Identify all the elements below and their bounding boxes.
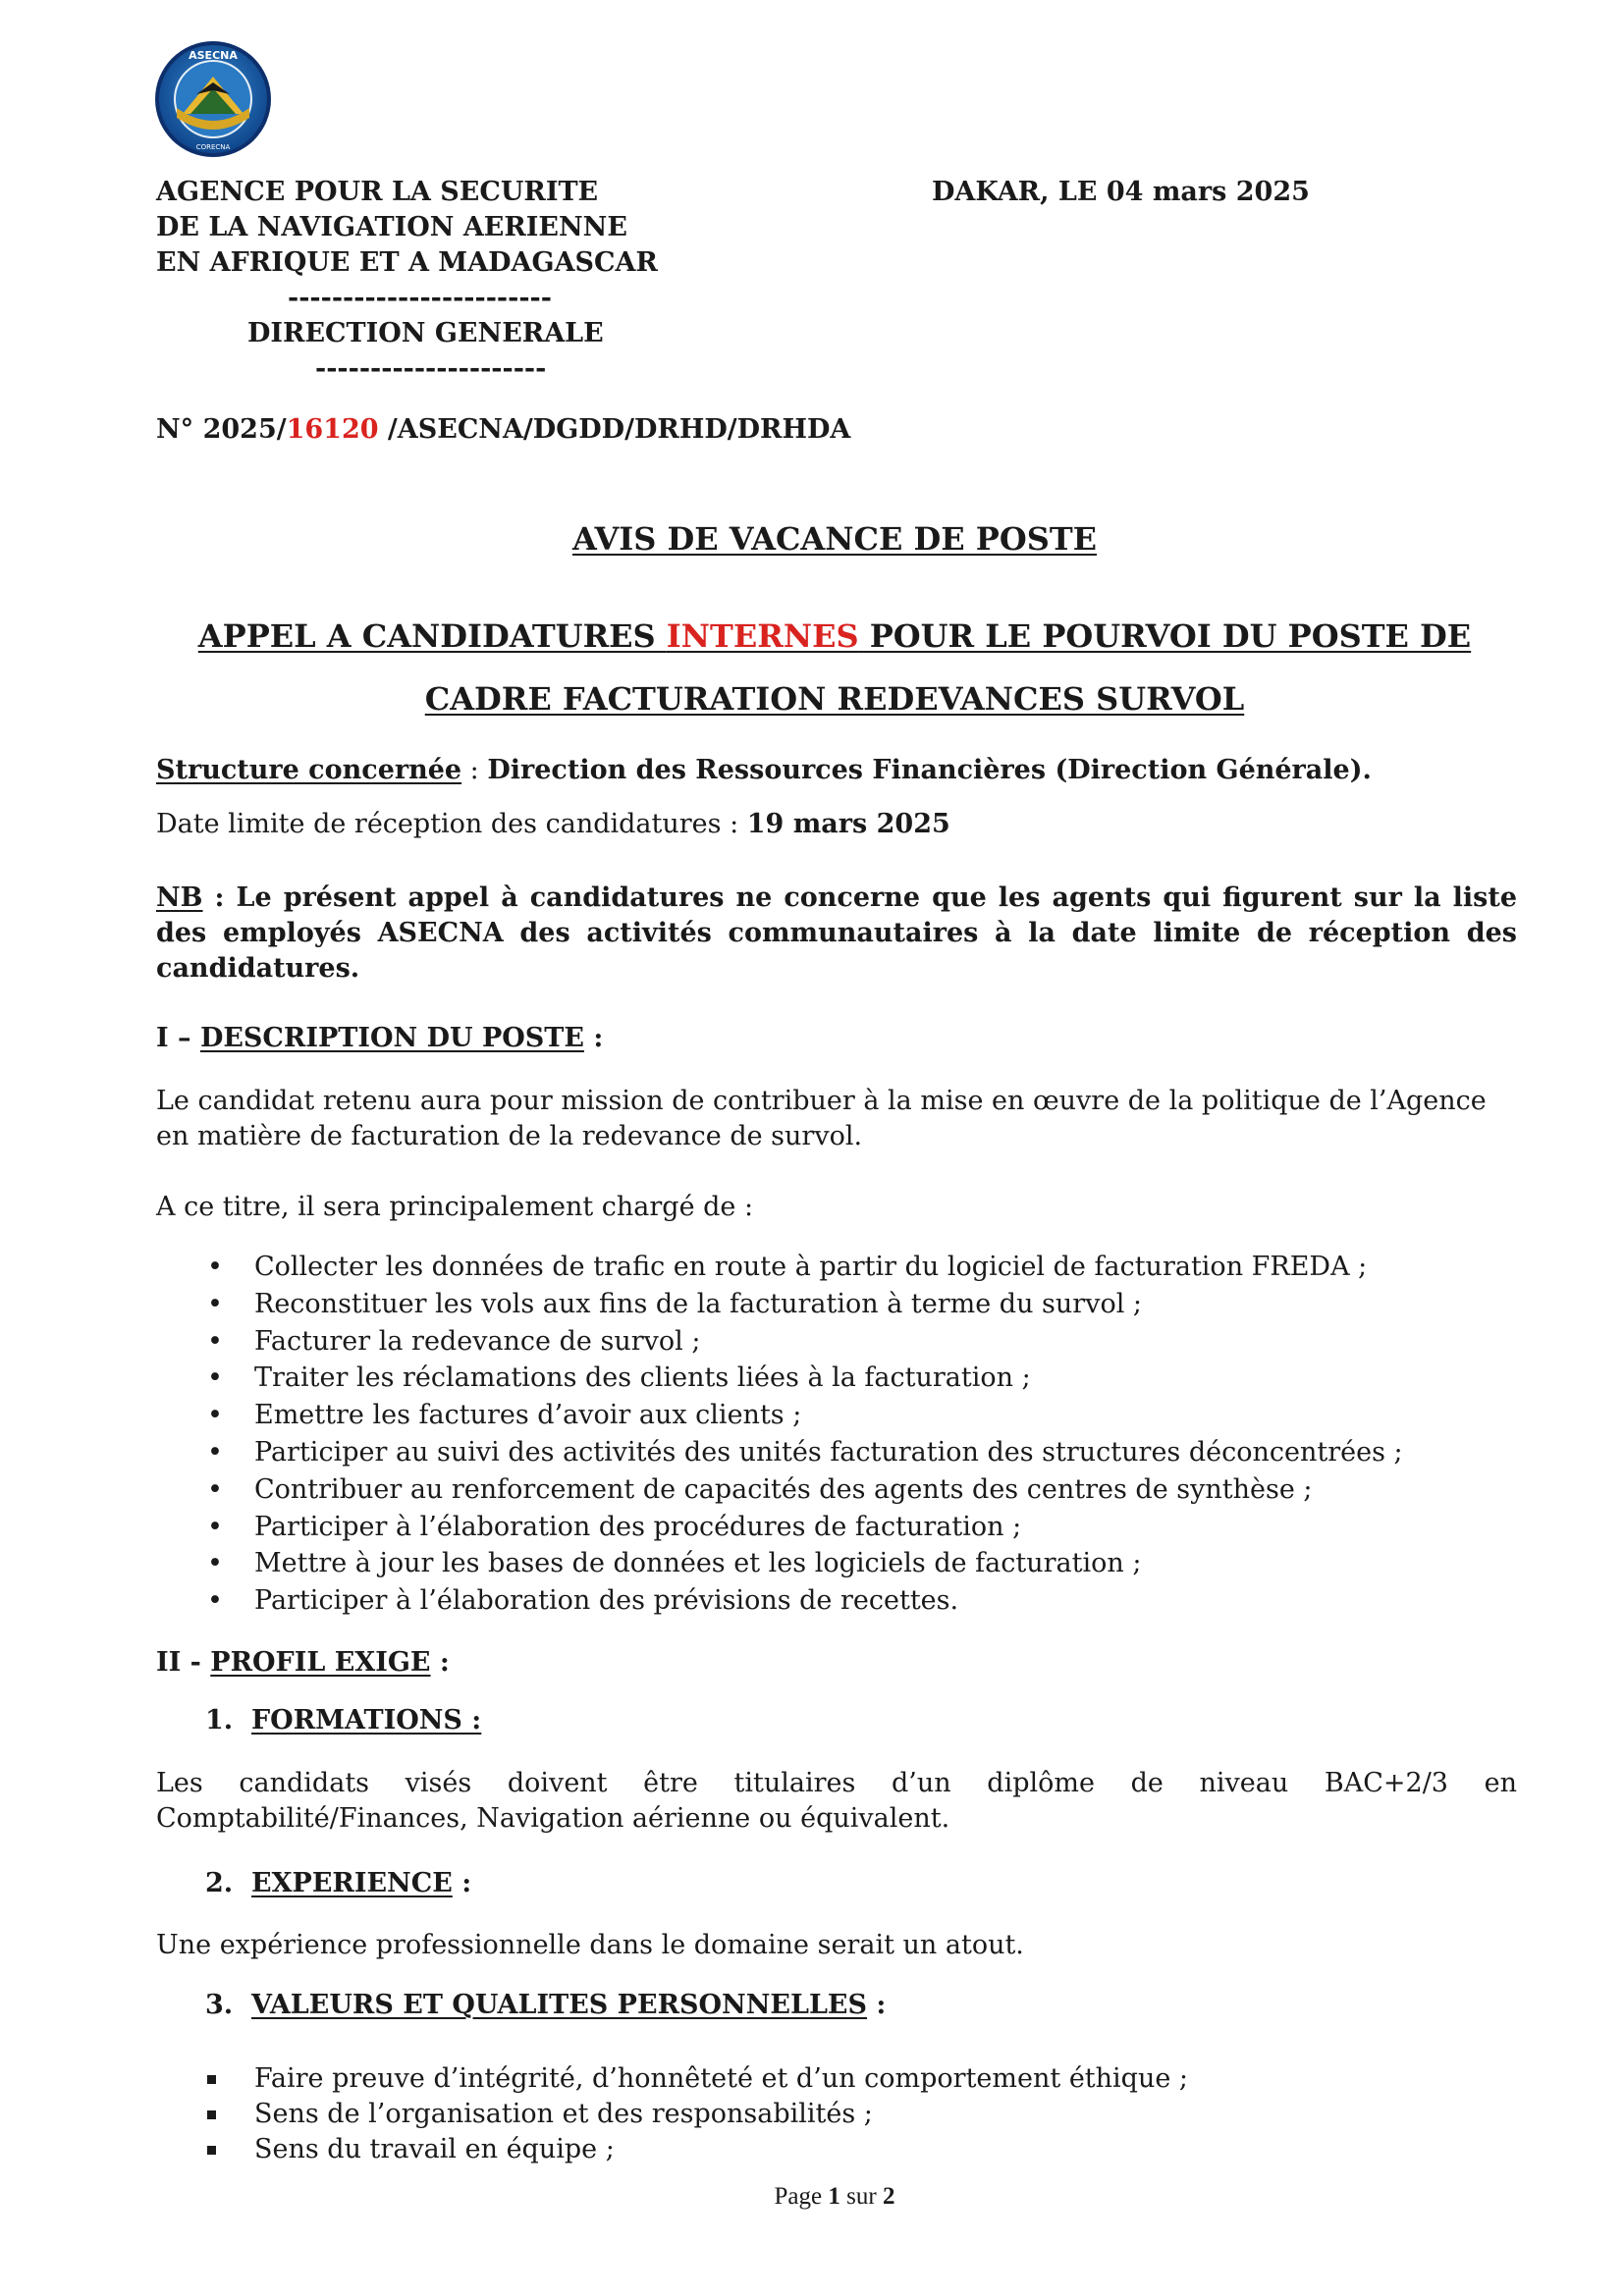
list-item: • Emettre les factures d’avoir aux clients ; (207, 1400, 802, 1431)
nb-note (156, 881, 1517, 987)
svg-text:ASECNA: ASECNA (189, 49, 238, 62)
tasks-list (156, 1249, 1403, 1620)
list-item: • Collecter les données de trafic en route à partir du logiciel de facturation FREDA ; (207, 1252, 1368, 1282)
direction-label: DIRECTION GENERALE (247, 318, 604, 348)
total-pages: 2 (882, 2183, 895, 2210)
call-title (118, 605, 1551, 730)
list-item: • Facturer la redevance de survol ; (207, 1325, 701, 1357)
reference-prefix: N° 2025/ (156, 414, 287, 445)
mission-paragraph: Le candidat retenu aura pour mission de contribuer à la mise en œuvre de la politique de l’Agence en matière de facturation de la redevance de survol. (156, 1086, 1487, 1151)
list-item: Sens de l’organisation et des responsabilités ; (156, 2097, 1188, 2132)
list-item: Faire preuve d’intégrité, d’honnêteté et d’un comportement éthique ; (156, 2061, 1188, 2097)
list-item: • Participer au suivi des activités des unités facturation des structures déconcentrées ; (207, 1436, 1403, 1468)
section-1-heading: I – DESCRIPTION DU POSTE : (156, 1023, 604, 1053)
call-title-line-1: APPEL A CANDIDATURES INTERNES POUR LE POURVOI DU POSTE DE (197, 617, 1472, 655)
notice-title: AVIS DE VACANCE DE POSTE (571, 520, 1098, 558)
separator-line: ------------------------ (288, 283, 552, 313)
nb-text: : Le présent appel à candidatures ne concerne que les agents qui figurent sur la liste des employés ASECNA des activités communautaires à la date limite de réception des candidatures. (156, 882, 1517, 984)
org-line-1: AGENCE POUR LA SECURITE (156, 177, 599, 207)
formations-paragraph: Les candidats visés doivent être titulaires d’un diplôme de niveau BAC+2/3 en Comptabilité/Finances, Navigation aérienne ou équivalent. (156, 1768, 1517, 1834)
current-page: 1 (828, 2183, 840, 2210)
structure-label: Structure concernée (156, 755, 462, 785)
list-item: • Reconstituer les vols aux fins de la facturation à terme du survol ; (207, 1288, 1143, 1319)
list-item: • Contribuer au renforcement de capacités des agents des centres de synthèse ; (207, 1473, 1313, 1505)
org-line-3: EN AFRIQUE ET A MADAGASCAR (156, 247, 658, 278)
internal-highlight: INTERNES (666, 617, 859, 655)
tasks-intro: A ce titre, il sera principalement chargé de : (156, 1192, 754, 1222)
reference-suffix: /ASECNA/DGDD/DRHD/DRHDA (378, 414, 851, 445)
list-item: • Mettre à jour les bases de données et les logiciels de facturation ; (207, 1548, 1142, 1579)
values-list (156, 2061, 1188, 2167)
deadline-line (156, 807, 1517, 842)
list-item: • Participer à l’élaboration des prévisions de recettes. (207, 1585, 959, 1617)
place-date: DAKAR, LE 04 mars 2025 (932, 177, 1310, 207)
org-line-2: DE LA NAVIGATION AERIENNE (156, 212, 627, 242)
list-item: • Participer à l’élaboration des procédures de facturation ; (207, 1511, 1022, 1542)
nb-label: NB (156, 882, 203, 913)
asecna-logo (153, 39, 273, 159)
page-footer: Page 1 sur 2 (774, 2183, 895, 2210)
deadline-value: 19 mars 2025 (746, 809, 950, 839)
svg-text:CORECNA: CORECNA (195, 143, 231, 151)
structure-line: Structure concernée : Direction des Ressources Financières (Direction Générale). (156, 755, 1372, 785)
subsection-formations-heading: 1. FORMATIONS : (205, 1705, 482, 1735)
experience-paragraph: Une expérience professionnelle dans le domaine serait un atout. (156, 1930, 1024, 1960)
reference-number (156, 414, 850, 445)
structure-value: Direction des Ressources Financières (Direction Générale). (487, 755, 1372, 785)
list-item: • Traiter les réclamations des clients liées à la facturation ; (207, 1362, 1031, 1394)
deadline-label: Date limite de réception des candidatures : (156, 809, 747, 839)
call-title-line-2: CADRE FACTURATION REDEVANCES SURVOL (424, 680, 1245, 718)
separator-line: --------------------- (315, 353, 547, 384)
organization-header (156, 175, 658, 387)
reference-id: 16120 (286, 414, 379, 445)
list-item: Sens du travail en équipe ; (156, 2132, 1188, 2167)
section-2-heading: II - PROFIL EXIGE : (156, 1647, 450, 1678)
subsection-experience-heading: 2. EXPERIENCE : (205, 1868, 472, 1898)
subsection-values-heading: 3. VALEURS ET QUALITES PERSONNELLES : (205, 1990, 887, 2020)
